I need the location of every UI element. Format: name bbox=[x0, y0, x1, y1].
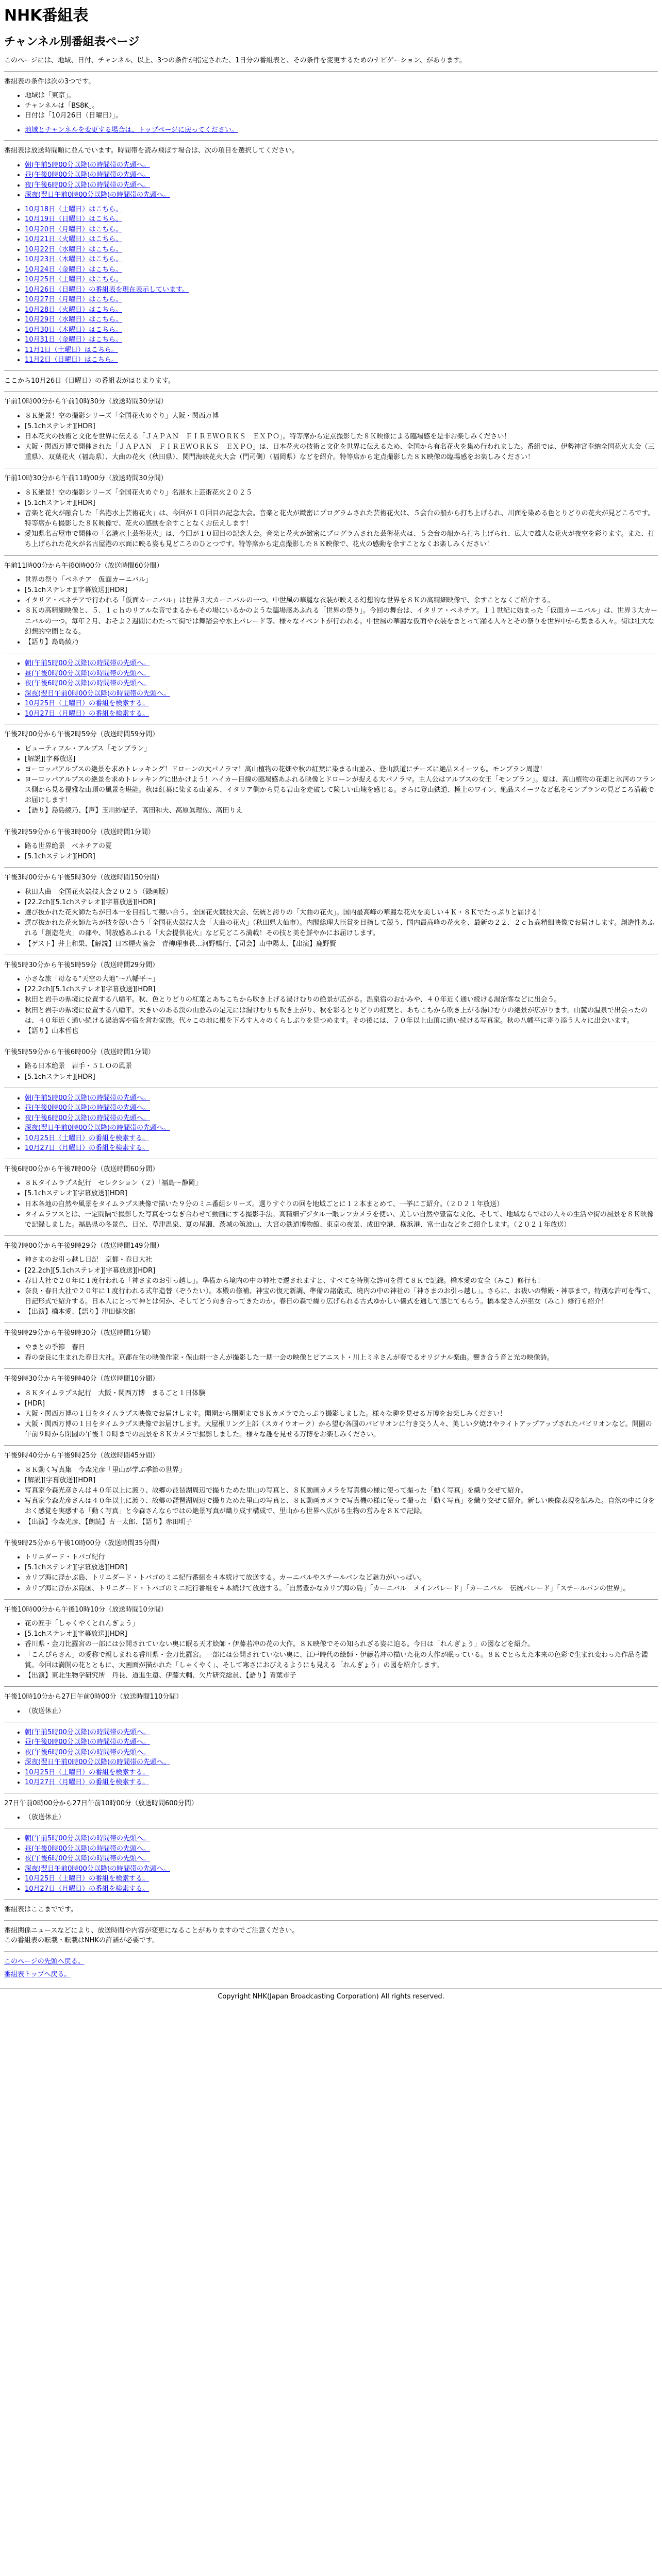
date-link[interactable]: 10月22日（水曜日）はこちら。 bbox=[25, 245, 123, 253]
date-link[interactable]: 10月29日（水曜日）はこちら。 bbox=[25, 316, 123, 324]
page bbox=[0, 4, 662, 1980]
program-details bbox=[4, 974, 658, 1037]
section-nav-item bbox=[25, 1737, 658, 1748]
program-detail-line: • 秋田と岩手の県境に位置する八幡平。秋、色とりどりの紅葉とあちこちから吹き上げる湯けむりの絶景が広がる。温泉宿のおかみや、４０年近く通い続ける湯治客などに出会う。 bbox=[25, 995, 658, 1005]
time-intro: 番組表は放送時間順に並んでいます。時間帯を読み飛ばす場合は、次の項目を選択してください。 bbox=[4, 147, 299, 155]
divider bbox=[4, 1445, 658, 1446]
divider bbox=[4, 1951, 658, 1952]
section-nav-item bbox=[25, 1864, 658, 1874]
program-detail-line: • 路る日本絶景 岩手・５ＬＯの風景 bbox=[25, 1061, 658, 1072]
date-nav-item bbox=[25, 335, 658, 345]
program-details bbox=[4, 1465, 658, 1528]
program bbox=[4, 1047, 658, 1082]
back-to-top-link[interactable]: このページの先頭へ戻る。 bbox=[4, 1957, 85, 1965]
program-detail-line: • 愛知県名古屋市で開催の「名港水上芸術花火」は、今回が１０回目の記念大会。音楽と花火が緻密にプログラムされた芸術花火は、５会台の船から打ち上げられ、広大で雄大な花火が夜空を彩ります。また、打ち上げられた花火が名古屋港の水面に映る姿も見どころのひとつです。特等席から定点撮影した８Ｋ映像で、花火の感動を余すことなくお楽しみください！ bbox=[25, 529, 658, 550]
section-nav-item bbox=[25, 1143, 658, 1154]
program-detail-line: • 日本各地の自然や風景をタイムラプス映像で描いた９分のミニ番組シリーズ。選りすぐりの回を地域ごとに１２本まとめて、一挙にご紹介。（２０２１年放送） bbox=[25, 1199, 658, 1210]
date-link[interactable]: 10月21日（火曜日）はこちら。 bbox=[25, 235, 123, 243]
section-nav-link[interactable]: 深夜(翌日午前0時00分以降)の時間帯の先頭へ。 bbox=[25, 1758, 170, 1767]
date-nav-item bbox=[25, 255, 658, 265]
program bbox=[4, 827, 658, 862]
program-detail-line: • ８Ｋ動く写真集 今森光彦「里山が学ぶ季節の世界」 bbox=[25, 1465, 658, 1476]
section-nav-link[interactable]: 昼(午後0時00分以降)の時間帯の先頭へ。 bbox=[25, 1104, 150, 1112]
section-nav-item bbox=[25, 679, 658, 689]
program-detail-line: • 【語り】山本哲也 bbox=[25, 1026, 658, 1037]
section-nav-link[interactable]: 夜(午後6時00分以降)の時間帯の先頭へ。 bbox=[25, 1855, 150, 1863]
date-nav-item bbox=[25, 345, 658, 355]
date-nav bbox=[4, 205, 658, 365]
conditions-list bbox=[4, 91, 658, 121]
program-time: 午後10時10分から27日午前0時00分（放送時間110分間） bbox=[4, 1693, 183, 1701]
section-nav bbox=[4, 1834, 658, 1894]
program-list bbox=[4, 397, 658, 1900]
program bbox=[4, 1605, 658, 1681]
program-detail-line: • [5.1chステレオ][HDR] bbox=[25, 421, 658, 432]
program-detail-line: • 日本花火の技術と文化を世界に伝える「ＪＡＰＡＮ ＦＩＲＥＷＯＲＫＳ ＥＸＰＯ」。特等席から定点撮影した８Ｋ映像による臨場感を是非お楽しみください！ bbox=[25, 432, 658, 442]
program-detail-line: • ヨーロッパアルプスの絶景を求めトレッキングに出かけよう！ハイカー目線の臨場感あふれる映像とドローンが捉える大パノラマ。主人公はアルプスの女王「モンブラン」。夏は、高山植物の花畑と氷河のフランス側から見る優雅な山頂の風景を堪能。秋は紅葉に染まる山並み、イタリア側から見る岩山を走破して険しい山塊を感じる。さらに登山鉄道、極上のワイン、絶品スイーツなど私をモンブランの見どころ満載でお届けします！ bbox=[25, 775, 658, 806]
program-detail-line: • 選び抜かれた花火師たちが日本一を目指して競い合う。全国花火競技大会、伝統と誇りの「大曲の花火」。国内最高峰の華麗な花火を美しい４Ｋ・８Ｋでたっぷりと届ける！ bbox=[25, 908, 658, 918]
section-nav-link[interactable]: 夜(午後6時00分以降)の時間帯の先頭へ。 bbox=[25, 1114, 150, 1122]
section-nav-item bbox=[25, 1113, 658, 1124]
program-details bbox=[4, 488, 658, 550]
date-link[interactable]: 11月1日（土曜日）はこちら。 bbox=[25, 346, 118, 354]
date-nav-item bbox=[25, 225, 658, 235]
section-nav-item bbox=[25, 1854, 658, 1864]
program-detail-line: • [5.1chステレオ][字幕放送][HDR] bbox=[25, 585, 658, 596]
program bbox=[4, 397, 658, 463]
program bbox=[4, 1451, 658, 1527]
program-details bbox=[4, 411, 658, 463]
program-detail-line: • タイムラプスとは、一定間隔で撮影した写真をつなぎ合わせて動画にする撮影手法。高精細デジタル一眼レフカメラを使い、美しい自然や豊富な文化、そして、地域ならではの人々の生活や街の風景を８Ｋ映像で記録しました。福島県の冬景色、日光、草津温泉、夏の尾瀬、茨城の筑波山、大宮の鉄道博物館、東京の夜景、成田空港、横浜港、富士山などをご紹介します。（２０２１年放送） bbox=[25, 1210, 658, 1230]
program-details bbox=[4, 1812, 658, 1823]
program-detail-line: • 大阪・関西万博の１日をタイムラプス映像でお届けします。開園から閉園まで８Ｋカメラでたっぷり撮影しました。様々な趣を見せる万博をお楽しみください！ bbox=[25, 1409, 658, 1419]
divider bbox=[4, 867, 658, 868]
program-detail-line: • [5.1chステレオ][HDR] bbox=[25, 852, 658, 862]
change-condition-link[interactable]: 地域とチャンネルを変更する場合は、トップページに戻ってください。 bbox=[25, 126, 239, 134]
condition-region: • 地域は「東京」。 bbox=[25, 91, 658, 101]
program-details bbox=[4, 1255, 658, 1317]
program bbox=[4, 473, 658, 550]
date-nav-item bbox=[25, 285, 658, 295]
program-time: 午後5時59分から午後6時00分（放送時間1分間） bbox=[4, 1048, 155, 1056]
program-detail-line: • 花の匠手「しゃくやくとれんぎょう」 bbox=[25, 1619, 658, 1629]
back-to-top bbox=[4, 1957, 658, 1967]
program-detail-line: • 写真家今森光彦さんは４０年以上に渡り、故郷の琵琶湖周辺で撮りためた里山の写真と、８Ｋ動画カメラを写真機の様に使って撮った「動く写真」を織り交ぜて紹介。 bbox=[25, 1486, 658, 1496]
program bbox=[4, 1164, 658, 1230]
section-nav-link[interactable]: 昼(午後0時00分以降)の時間帯の先頭へ。 bbox=[25, 669, 150, 677]
section-nav-link[interactable]: 朝(午前5時00分以降)の時間帯の先頭へ。 bbox=[25, 1835, 150, 1843]
program-detail-line: • 【語り】島島綾乃、【声】玉川紗記子、高田和夫、高原眞理佐、高田りえ bbox=[25, 806, 658, 816]
program-detail-line: • 路る世界絶景 ベネチアの夏 bbox=[25, 841, 658, 852]
divider bbox=[4, 1599, 658, 1600]
program bbox=[4, 1241, 658, 1317]
program bbox=[4, 1328, 658, 1363]
program-detail-line: • [5.1chステレオ][HDR] bbox=[25, 498, 658, 509]
section-nav-link[interactable]: 10月27日（月曜日）の番組を検索する。 bbox=[25, 1778, 150, 1787]
section-nav-item bbox=[25, 1768, 658, 1778]
program-detail-line: • [22.2ch][5.1chステレオ][字幕放送][HDR] bbox=[25, 1266, 658, 1276]
program-detail-line: • 選び抜かれた花火師たちが技を競い合う「全国花火競技大会「大曲の花火」（秋田県大仙市）。内閣総理大臣賞を目指して競う、国内最高峰の花火を、最新の２２．２ｃｈ高精細映像でお届けします。創造性あふれる「創造花火」の部や、開放感あふれる「大会提供花火」など見どころ満載！その技と美を鮮やかにお届けします。 bbox=[25, 918, 658, 939]
program-detail-line: • 【出演】今森光彦、【朗読】古一太郎、【語り】赤田明子 bbox=[25, 1517, 658, 1528]
section-nav-item bbox=[25, 1757, 658, 1768]
program-detail-line: • [5.1chステレオ][字幕放送][HDR] bbox=[25, 1563, 658, 1573]
divider bbox=[4, 1235, 658, 1236]
program-detail-line: • 大阪・関西万博で開催された「ＪＡＰＡＮ ＦＩＲＥＷＯＲＫＳ ＥＸＰＯ」は、日本花火の技術と文化を世界に伝えるため、全国から有名花火を集め行われました。番組では、伊勢神宮奉納全国花火大会（三重県）、双葉花火（福島県）、大曲の花火（秋田県）、関門海峡花火大会（門司側）（福岡県）などを紹介。特等席から定点撮影した８Ｋ映像の臨場感をお楽しみください！ bbox=[25, 442, 658, 463]
program-detail-line: • [22.2ch][5.1chステレオ][字幕放送][HDR] bbox=[25, 985, 658, 995]
date-nav-item bbox=[25, 325, 658, 335]
program-time: 午後9時40分から午後9時25分（放送時間45分間） bbox=[4, 1452, 159, 1460]
section-nav-link[interactable]: 深夜(翌日午前0時00分以降)の時間帯の先頭へ。 bbox=[25, 689, 170, 698]
divider bbox=[4, 370, 658, 371]
time-nav bbox=[4, 160, 658, 200]
change-list bbox=[4, 125, 658, 135]
section-nav-item bbox=[25, 1133, 658, 1144]
program-detail-line: • 春日大社で２０年に１度行われる「神さまのお引っ越し」。準備から境内の中の神社で遷されますと、すべてを特別な許可を得て８Ｋで記録。橋本愛の安全（みこ）修行も！ bbox=[25, 1276, 658, 1286]
section-nav-item bbox=[25, 1834, 658, 1844]
program-time: 午後3時00分から午後5時30分（放送時間150分間） bbox=[4, 874, 163, 882]
late-night-link[interactable]: 深夜(翌日午前0時00分以降)の時間帯の先頭へ。 bbox=[25, 191, 170, 199]
program-detail-line: • イタリア・ベネチアで行われる「仮面カーニバル」は世界３大カーニバルの一つ。中世風の華麗な衣装が映える幻想的な世界を８Ｋの高精細映像で、余すことなくご紹介する。 bbox=[25, 596, 658, 606]
date-nav-item bbox=[25, 234, 658, 245]
program-detail-line: • [解説][字幕放送][HDR] bbox=[25, 1476, 658, 1486]
date-link[interactable]: 10月24日（金曜日）はこちら。 bbox=[25, 265, 123, 274]
noon-link[interactable]: 昼(午後0時00分以降)の時間帯の先頭へ。 bbox=[25, 171, 150, 179]
section-nav-link[interactable]: 朝(午前5時00分以降)の時間帯の先頭へ。 bbox=[25, 1728, 150, 1736]
program-detail-line: • ８Ｋタイムラプス紀行 セレクション（２）「福島～静岡」 bbox=[25, 1178, 658, 1189]
section-nav-link[interactable]: 10月25日（土曜日）の番組を検索する。 bbox=[25, 700, 150, 708]
program-detail-line: • 香川県・金刀比羅宮の一部には公開されていない奥に眠る天才絵師・伊藤若冲の花の大作。８Ｋ映像でその知られざる姿に迫る。今日は「れんぎょう」の図などを紹介。 bbox=[25, 1639, 658, 1650]
program-time: 午後2時00分から午後2時59分（放送時間59分間） bbox=[4, 731, 159, 739]
program-details bbox=[4, 1619, 658, 1681]
program-time: 午後5時30分から午後5時59分（放送時間29分間） bbox=[4, 961, 159, 969]
section-nav-item bbox=[25, 1777, 658, 1788]
section-nav-item bbox=[25, 1748, 658, 1758]
program-detail-line: • [5.1chステレオ][字幕放送][HDR] bbox=[25, 1189, 658, 1199]
date-nav-item bbox=[25, 265, 658, 275]
section-nav-link[interactable]: 10月27日（月曜日）の番組を検索する。 bbox=[25, 1885, 150, 1893]
section-nav-item bbox=[25, 658, 658, 669]
section-nav-link[interactable]: 朝(午前5時00分以降)の時間帯の先頭へ。 bbox=[25, 659, 150, 668]
program-time: 午前10時30分から午前11時00分（放送時間30分間） bbox=[4, 474, 168, 483]
program-time: 午前11時00分から午後0時00分（放送時間60分間） bbox=[4, 562, 163, 570]
date-nav-item bbox=[25, 355, 658, 365]
list-end: 番組表はここまでです。 bbox=[4, 1906, 77, 1914]
date-nav-item bbox=[25, 205, 658, 215]
section-nav bbox=[4, 658, 658, 719]
back-to-index bbox=[4, 1970, 658, 1980]
date-link[interactable]: 10月28日（火曜日）はこちら。 bbox=[25, 306, 123, 314]
footer bbox=[0, 1988, 662, 2005]
divider bbox=[4, 391, 658, 392]
section-nav-item bbox=[25, 1884, 658, 1894]
program bbox=[4, 960, 658, 1037]
program-details bbox=[4, 887, 658, 950]
program-detail-line: • 【出演】東北生物学研究所 丹長、道進生還、伊藤大輔、欠片研究総員、【語り】青葉市子 bbox=[25, 1671, 658, 1681]
program-detail-line: • 大阪・関西万博の１日をタイムラプス映像でお届けします。大屋根リング上部（スカイウオーク）から望む各国のパビリオンに行き交う人々、美しい夕焼けやライトアップアップされたパビリオンなど。開園の午前９時から閉園の午後１０時までの風景を８Ｋカメラで撮影しました。様々な趣を見せる万博をお楽しみください。 bbox=[25, 1419, 658, 1440]
section-nav-item bbox=[25, 669, 658, 679]
time-nav-item bbox=[25, 160, 658, 171]
change-item bbox=[25, 125, 658, 135]
date-link[interactable]: 11月2日（日曜日）はこちら。 bbox=[25, 356, 118, 364]
program-details bbox=[4, 744, 658, 817]
section-nav-link[interactable]: 朝(午前5時00分以降)の時間帯の先頭へ。 bbox=[25, 1094, 150, 1102]
time-nav-item bbox=[25, 190, 658, 200]
disclaimer bbox=[4, 1926, 658, 1946]
divider bbox=[4, 71, 658, 72]
program-detail-line: • [HDR] bbox=[25, 1399, 658, 1409]
program-detail-line: • ８Ｋ絶景！空の撮影シリーズ「全国花火めぐり」大阪・関西万博 bbox=[25, 411, 658, 421]
program-detail-line: • やまとの季節 春日 bbox=[25, 1343, 658, 1353]
section-nav-item bbox=[25, 1103, 658, 1113]
program-detail-line: • （放送休止） bbox=[25, 1706, 658, 1717]
page-title: チャンネル別番組表ページ bbox=[4, 36, 140, 48]
morning-link[interactable]: 朝(午前5時00分以降)の時間帯の先頭へ。 bbox=[25, 161, 150, 169]
program-time: 午後2時59分から午後3時00分（放送時間1分間） bbox=[4, 828, 155, 836]
date-nav-item bbox=[25, 295, 658, 305]
program bbox=[4, 1538, 658, 1594]
program-time: 午前10時00分から午前10時30分（放送時間30分間） bbox=[4, 398, 168, 405]
program-detail-line: • 小さな旅「母なる“天空の大地”～八幡平～」 bbox=[25, 974, 658, 985]
section-nav-link[interactable]: 夜(午後6時00分以降)の時間帯の先頭へ。 bbox=[25, 680, 150, 688]
section-nav-item bbox=[25, 1123, 658, 1133]
section-nav-link[interactable]: 10月27日（月曜日）の番組を検索する。 bbox=[25, 709, 150, 718]
section-nav-item bbox=[25, 1727, 658, 1738]
copyright: Copyright NHK(Japan Broadcasting Corporation) All rights reserved. bbox=[218, 1992, 444, 2001]
program bbox=[4, 730, 658, 816]
program-detail-line: • 神さまのお引っ越し日記 京都・春日大社 bbox=[25, 1255, 658, 1265]
divider bbox=[4, 1686, 658, 1687]
program-details bbox=[4, 1388, 658, 1440]
date-link[interactable]: 10月26日（日曜日）の番組表を現在表示しています。 bbox=[25, 285, 189, 294]
program-detail-line: • 【語り】島島綾乃 bbox=[25, 637, 658, 648]
date-nav-item bbox=[25, 245, 658, 255]
program-detail-line: • 【出演】橋本愛、【語り】津田健次郎 bbox=[25, 1307, 658, 1317]
date-link[interactable]: 10月18日（土曜日）はこちら。 bbox=[25, 205, 123, 213]
divider bbox=[4, 1368, 658, 1369]
date-nav-item bbox=[25, 305, 658, 315]
program-time: 午後9時30分から午後9時40分（放送時間10分間） bbox=[4, 1375, 159, 1383]
program bbox=[4, 873, 658, 949]
program-detail-line: • ヨーロッパアルプスの絶景を求めトレッキング！ドローンの大パノラマ！高山植物の花畑や秋の紅葉に染まる山並み、登山鉄道にチーズに絶品スイーツも。モンブラン周遊！ bbox=[25, 765, 658, 775]
program-detail-line: • 「こんぴらさん」の愛称で親しまれる香川県・金刀比羅宮。一部には公開されていない奥に、江戸時代の絵師・伊藤若冲の描いた花の大作が眠っている。８Ｋでとらえた本来の色彩で生まれ変わった作品を鑑賞。今回は満開の花とともに、大画面が描かれた「しゃくやく」、そして寒さにおびえるようにも見える「れんぎょう」の図を紹介します。 bbox=[25, 1650, 658, 1671]
section-nav-link[interactable]: 昼(午後0時00分以降)の時間帯の先頭へ。 bbox=[25, 1738, 150, 1747]
program-detail-line: • （放送休止） bbox=[25, 1812, 658, 1823]
program-time: 午後10時00分から午後10時10分（放送時間10分間） bbox=[4, 1605, 168, 1614]
program-detail-line: • [5.1chステレオ][HDR] bbox=[25, 1072, 658, 1082]
section-nav bbox=[4, 1093, 658, 1154]
section-nav-link[interactable]: 10月25日（土曜日）の番組を検索する。 bbox=[25, 1134, 150, 1142]
program-details bbox=[4, 1178, 658, 1230]
disclaimer-line: この番組表の転載・転載はNHKの許諾が必要です。 bbox=[4, 1937, 159, 1945]
time-nav-item bbox=[25, 170, 658, 180]
program bbox=[4, 1692, 658, 1717]
section-nav-item bbox=[25, 1093, 658, 1104]
list-start: ここから10月26日（日曜日）の番組表がはじまります。 bbox=[4, 377, 175, 385]
section-nav-item bbox=[25, 689, 658, 699]
section-nav bbox=[4, 1727, 658, 1788]
program-detail-line: • 春の奈良に生まれた春日大社。京都在住の映像作家・保山耕一さんが撮影した一期一会の映像とピアニスト・川上ミネさんが奏でるオリジナル楽曲。響き合う音と光の映像詩。 bbox=[25, 1353, 658, 1363]
divider bbox=[4, 140, 658, 141]
program-time: 午後6時00分から午後7時00分（放送時間60分間） bbox=[4, 1165, 159, 1173]
section-nav-item bbox=[25, 709, 658, 719]
program-detail-line: • ８Ｋ絶景！空の撮影シリーズ「全国花火めぐり」名港水上芸術花火２０２５ bbox=[25, 488, 658, 498]
program-detail-line: • カリブ海に浮かぶ島、トリニダード・トバゴのミニ紀行番組を４本続けて放送する。カーニバルやスチールパンなど魅力がいっぱい。 bbox=[25, 1573, 658, 1583]
program-detail-line: • カリブ海に浮かぶ島国、トリニダード・トバゴのミニ紀行番組を４本続けて放送する。「自然豊かなカリブ海の島」「カーニバル メインパレード」「カーニバル 伝統パレード」「スチールパンの世界」。 bbox=[25, 1584, 658, 1594]
time-nav-item bbox=[25, 180, 658, 191]
program bbox=[4, 561, 658, 648]
program-detail-line: • 写真家今森光彦さんは４０年以上に渡り、故郷の琵琶湖周辺で撮りためた里山の写真と、８Ｋ動画カメラで写真機の様に使って撮った「動く写真」を織り交ぜて紹介。新しい映像表現を試みた。自然の中に身をおく感覚を実感する「動く写真」と今森さんならではの絶景写真が織り成す構成で、里山から世界へ広がる生物の営みを８Ｋで記録。 bbox=[25, 1496, 658, 1517]
program-detail-line: • 【ゲスト】井上和果、【解説】日本煙火協会 青柳理事長…河野暢行、【司会】山中陽太、【出演】鹿野賢 bbox=[25, 939, 658, 950]
section-nav-link[interactable]: 深夜(翌日午前0時00分以降)の時間帯の先頭へ。 bbox=[25, 1124, 170, 1132]
condition-channel: • チャンネルは「BS8K」。 bbox=[25, 101, 658, 111]
site-title: NHK番組表 bbox=[4, 7, 89, 25]
section-nav-link[interactable]: 深夜(翌日午前0時00分以降)の時間帯の先頭へ。 bbox=[25, 1865, 170, 1873]
divider bbox=[4, 1920, 658, 1921]
program-details bbox=[4, 1343, 658, 1363]
condition-date: • 日付は「10月26日（日曜日）」。 bbox=[25, 111, 658, 121]
section-nav-link[interactable]: 夜(午後6時00分以降)の時間帯の先頭へ。 bbox=[25, 1748, 150, 1756]
date-link[interactable]: 10月20日（月曜日）はこちら。 bbox=[25, 225, 123, 233]
program-time: 午後9時25分から午後10時00分（放送時間35分間） bbox=[4, 1539, 163, 1547]
program-time: 27日午前0時00分から27日午前10時00分（放送時間600分間） bbox=[4, 1799, 198, 1807]
program-detail-line: • トリニダード・トバゴ紀行 bbox=[25, 1552, 658, 1563]
section-nav-item bbox=[25, 1844, 658, 1854]
divider bbox=[4, 555, 658, 556]
date-link[interactable]: 10月19日（日曜日）はこちら。 bbox=[25, 215, 123, 223]
section-nav-link[interactable]: 10月25日（土曜日）の番組を検索する。 bbox=[25, 1768, 150, 1776]
date-link[interactable]: 10月31日（金曜日）はこちら。 bbox=[25, 336, 123, 344]
program-time: 午後9時29分から午後9時30分（放送時間1分間） bbox=[4, 1329, 155, 1337]
conditions-lead: 番組表の条件は次の3つです。 bbox=[4, 77, 95, 86]
program-details bbox=[4, 575, 658, 648]
program-detail-line: • [5.1chステレオ][字幕放送][HDR] bbox=[25, 1629, 658, 1639]
section-nav-link[interactable]: 昼(午後0時00分以降)の時間帯の先頭へ。 bbox=[25, 1844, 150, 1853]
program-detail-line: • [22.2ch][5.1chステレオ][字幕放送][HDR] bbox=[25, 897, 658, 908]
program bbox=[4, 1799, 658, 1823]
evening-link[interactable]: 夜(午後6時00分以降)の時間帯の先頭へ。 bbox=[25, 181, 150, 189]
program-details bbox=[4, 1706, 658, 1717]
disclaimer-line: 番組関係ニュースなどにより、放送時間や内容が変更になることがありますのでご注意ください。 bbox=[4, 1926, 299, 1935]
program-detail-line: • 世界の祭り「ベネチア 仮面カーニバル」 bbox=[25, 575, 658, 585]
program bbox=[4, 1374, 658, 1440]
section-nav-link[interactable]: 10月27日（月曜日）の番組を検索する。 bbox=[25, 1144, 150, 1153]
date-nav-item bbox=[25, 214, 658, 225]
program-detail-line: • ８Ｋタイムラプス紀行 大阪・関西万博 まるごと１日体験 bbox=[25, 1388, 658, 1399]
date-link[interactable]: 10月27日（月曜日）はこちら。 bbox=[25, 296, 123, 303]
program-detail-line: • ビューティフル・アルプス「モンブラン」 bbox=[25, 744, 658, 754]
date-link[interactable]: 10月25日（土曜日）はこちら。 bbox=[25, 276, 123, 283]
back-to-index-link[interactable]: 番組表トップへ戻る。 bbox=[4, 1971, 71, 1979]
section-nav-item bbox=[25, 699, 658, 709]
program-time: 午後7時00分から午後9時29分（放送時間149分間） bbox=[4, 1242, 163, 1250]
program-detail-line: • [解説][字幕放送] bbox=[25, 754, 658, 765]
divider bbox=[4, 1899, 658, 1900]
program-detail-line: • ８Ｋの高精細映像と、５．１ｃｈのリアルな音でまるかもその場にいるかのような臨場感あふれる「世界の祭り」。今回の舞台は、イタリア・ベネチア。１１世紀に始まった「仮面カーニバル」は、世界３大カーニバルの一つ。毎年２月、おそよ２週間にわたって街では舞踏会や水上パレード等、様々なイベントが行われる。中世風の華麗な仮面や衣装をまとって踊る人々とその祭りを世界中から集まる人々。街は壮大な幻想的空間となる。 bbox=[25, 606, 658, 637]
date-nav-item bbox=[25, 275, 658, 285]
program-details bbox=[4, 1061, 658, 1082]
date-nav-item bbox=[25, 315, 658, 325]
program-detail-line: • 奈良・春日大社で２０年に１度行われる式年造替（ぞうたい）。本殿の修補、神宝の復元新調、準備の諸儀式、境内の中の神社の「神さまのお引っ越し」。さらに、お祓いの幣殿・神事まで。特別な許可を得て、日記形式で紹介する。日本人にとって神とは何か、そしてどう向き合ってきたのか。春日の森で繰り広げられる古式ゆかしい儀式を通して感じてもらう。橋本愛さんが巫女（みこ）修行も紹介！ bbox=[25, 1286, 658, 1307]
date-link[interactable]: 10月23日（木曜日）はこちら。 bbox=[25, 256, 123, 263]
section-nav-item bbox=[25, 1874, 658, 1884]
program-detail-line: • 秋田大曲 全国花火競技大会２０２５（録画版） bbox=[25, 887, 658, 897]
program-detail-line: • 秋田と岩手の県境に位置する八幡平。大きいのある渓の山並みの足元には湯けむりも吹き上がり、秋を彩るとりどりの紅葉と、あちこちから吹き上がる湯けむりの絶景が広がります。山麓の温泉で出会ったのは、４０年近く通い続ける湯治客や宿を営む家族。代々この地に根を下ろす人々のくらしぶりを見つめます。その後には、７０年以上山頂に通い続ける写真家。秋の八幡平に寄り添う人々に出会います。 bbox=[25, 1006, 658, 1026]
program-details bbox=[4, 841, 658, 862]
program-detail-line: • 音楽と花火が融合した「名港水上芸術花火」は、今回が１０回目の記念大会。音楽と花火が緻密にプログラムされた芸術花火は、５会台の船から打ち上げられ、川面を染める色とりどりの花火が見どころです。特等席から撮影した８Ｋ映像で、花火の感動を余すことなくお伝えします！ bbox=[25, 509, 658, 529]
section-nav-link[interactable]: 10月25日（土曜日）の番組を検索する。 bbox=[25, 1875, 150, 1883]
program-details bbox=[4, 1552, 658, 1594]
date-link[interactable]: 10月30日（木曜日）はこちら。 bbox=[25, 326, 123, 334]
intro-text: このページには、地域、日付、チャンネル、以上、3つの条件が指定された、1日分の番組表と、その条件を変更するためのナビゲーション、があります。 bbox=[4, 57, 466, 64]
